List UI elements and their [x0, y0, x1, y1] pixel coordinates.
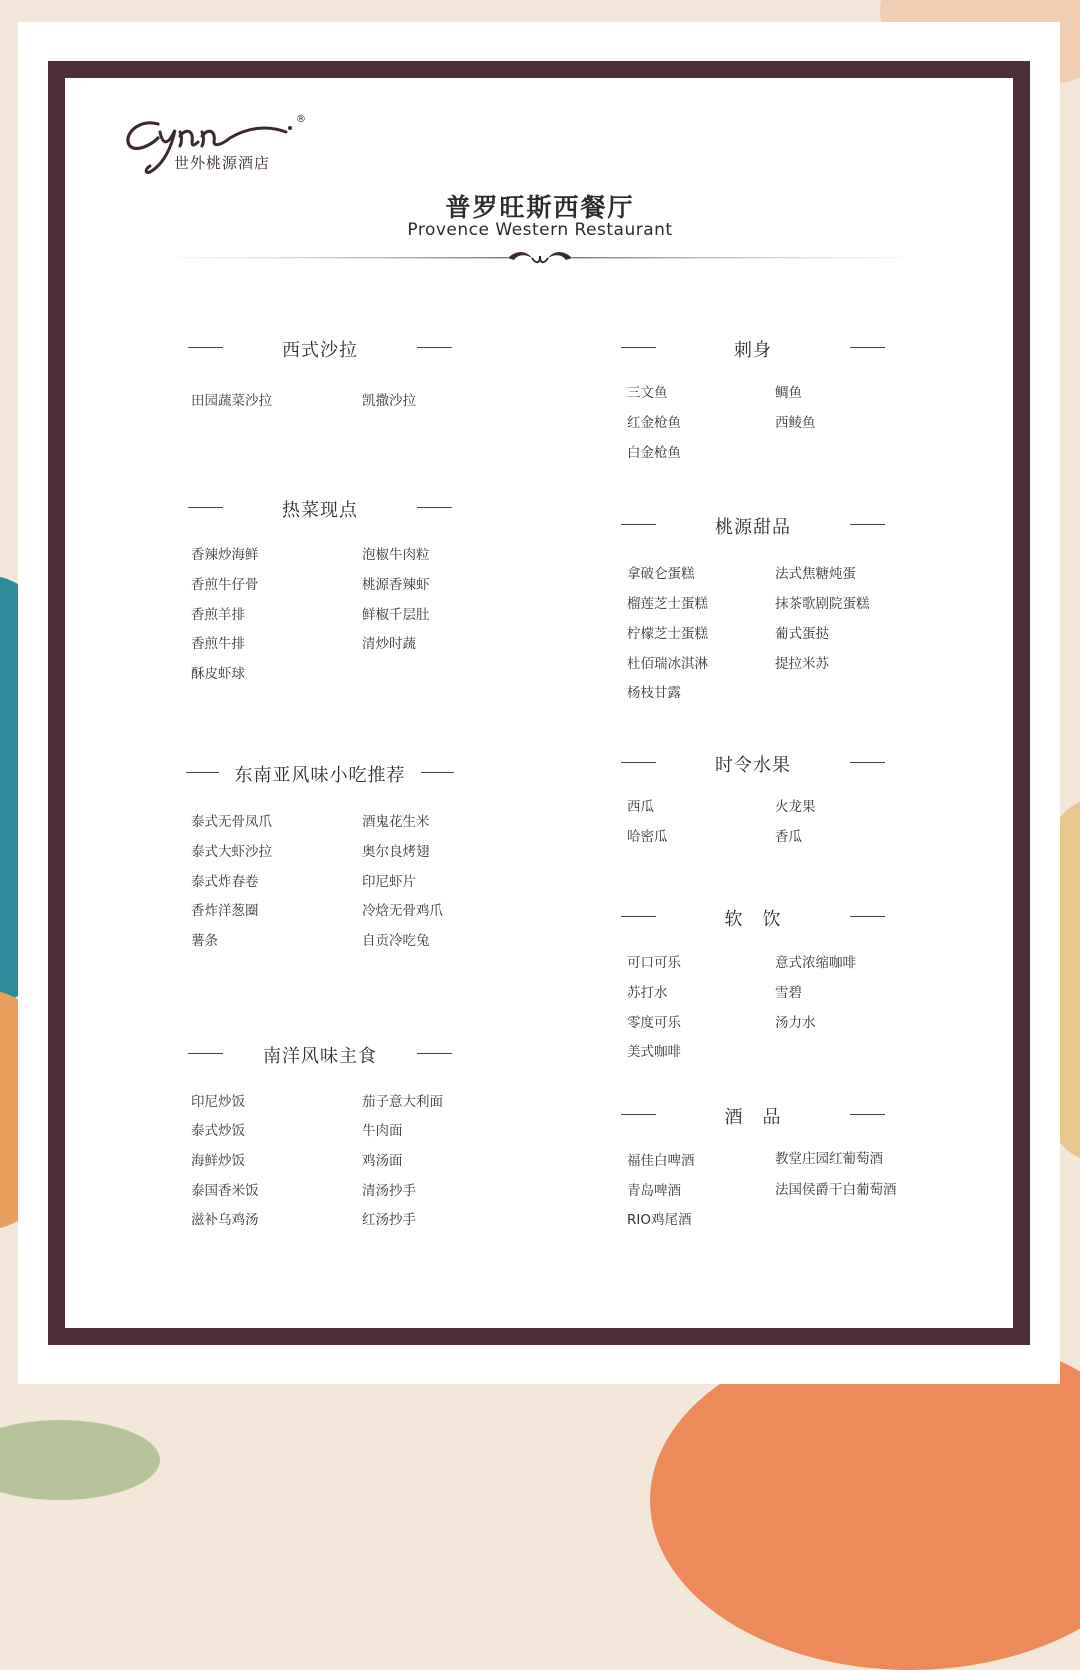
menu-item: 泰式大虾沙拉 [191, 844, 272, 860]
menu-item: 鲜椒千层肚 [362, 607, 430, 623]
menu-item: 香煎羊排 [191, 607, 245, 623]
menu-item: 酥皮虾球 [191, 666, 245, 682]
menu-item: 法国侯爵干白葡萄酒 [775, 1182, 897, 1198]
menu-item: 泰式炒饭 [191, 1123, 245, 1139]
menu-item: 福佳白啤酒 [627, 1153, 695, 1169]
hotel-name: 世外桃源酒店 [174, 154, 271, 172]
menu-item: 可口可乐 [627, 955, 681, 971]
section-title-hot-dishes: 热菜现点 [188, 496, 452, 520]
menu-item: 苏打水 [627, 985, 668, 1001]
menu-item: 冷焓无骨鸡爪 [362, 903, 443, 919]
menu-item: 零度可乐 [627, 1015, 681, 1031]
menu-item: 奥尔良烤翅 [362, 844, 430, 860]
menu-item: 凯撒沙拉 [362, 393, 416, 409]
menu-item: 柠檬芝士蛋糕 [627, 626, 708, 642]
menu-item: 抹茶歌剧院蛋糕 [775, 596, 870, 612]
menu-item: 香煎牛排 [191, 636, 245, 652]
menu-item: 印尼炒饭 [191, 1094, 245, 1110]
decorative-blob [0, 1420, 160, 1500]
menu-item: 汤力水 [775, 1015, 816, 1031]
menu-item: 雪碧 [775, 985, 802, 1001]
section-title-western-salad: 西式沙拉 [188, 336, 452, 360]
section-title-wine: 酒 品 [621, 1103, 885, 1127]
section-title-southeast-asian-snacks: 东南亚风味小吃推荐 [186, 761, 454, 785]
menu-item: 红汤抄手 [362, 1212, 416, 1228]
menu-item: 泰国香米饭 [191, 1183, 259, 1199]
menu-item: 香炸洋葱圈 [191, 903, 259, 919]
section-title-sashimi: 刺身 [621, 336, 885, 360]
menu-item: 杜佰瑞冰淇淋 [627, 656, 708, 672]
menu-item: 清炒时蔬 [362, 636, 416, 652]
menu-item: 三文鱼 [627, 385, 668, 401]
menu-item: 火龙果 [775, 799, 816, 815]
ornamental-divider [148, 246, 932, 268]
menu-item: 鸡汤面 [362, 1153, 403, 1169]
section-title-nanyang-staples: 南洋风味主食 [188, 1042, 452, 1066]
menu-item: 哈密瓜 [627, 829, 668, 845]
menu-item: 清汤抄手 [362, 1183, 416, 1199]
menu-item: 法式焦糖炖蛋 [775, 566, 856, 582]
menu-item: 牛肉面 [362, 1123, 403, 1139]
menu-item: 葡式蛋挞 [775, 626, 829, 642]
menu-item: 红金枪鱼 [627, 415, 681, 431]
menu-item: 提拉米苏 [775, 656, 829, 672]
menu-item: 茄子意大利面 [362, 1094, 443, 1110]
menu-item: 香煎牛仔骨 [191, 577, 259, 593]
menu-item: 泰式炸春卷 [191, 874, 259, 890]
menu-item: 杨枝甘露 [627, 685, 681, 701]
menu-item: 自贡冷吃兔 [362, 933, 430, 949]
menu-item: 泡椒牛肉粒 [362, 547, 430, 563]
menu-item: 印尼虾片 [362, 874, 416, 890]
section-title-desserts: 桃源甜品 [621, 513, 885, 537]
menu-item: 酒鬼花生米 [362, 814, 430, 830]
section-title-soft-drinks: 软 饮 [621, 905, 885, 929]
menu-item: 薯条 [191, 933, 218, 949]
menu-item: RIO鸡尾酒 [627, 1212, 692, 1228]
menu-item: 滋补乌鸡汤 [191, 1212, 259, 1228]
menu-item: 鲷鱼 [775, 385, 802, 401]
menu-item: 桃源香辣虾 [362, 577, 430, 593]
menu-item: 海鲜炒饭 [191, 1153, 245, 1169]
menu-item: 白金枪鱼 [627, 445, 681, 461]
menu-item: 西瓜 [627, 799, 654, 815]
restaurant-name-cn: 普罗旺斯西餐厅 [445, 193, 635, 222]
menu-item: 泰式无骨凤爪 [191, 814, 272, 830]
menu-item: 教堂庄园红葡萄酒 [775, 1151, 883, 1167]
restaurant-name-en: Provence Western Restaurant [407, 220, 673, 240]
menu-item: 榴莲芝士蛋糕 [627, 596, 708, 612]
menu-item: 青岛啤酒 [627, 1183, 681, 1199]
registered-mark: ® [296, 114, 306, 125]
menu-item: 田园蔬菜沙拉 [191, 393, 272, 409]
menu-item: 拿破仑蛋糕 [627, 566, 695, 582]
menu-item: 香辣炒海鲜 [191, 547, 259, 563]
menu-item: 香瓜 [775, 829, 802, 845]
hotel-logo [120, 112, 320, 182]
menu-item: 意式浓缩咖啡 [775, 955, 856, 971]
section-title-seasonal-fruits: 时令水果 [621, 751, 885, 775]
menu-item: 西鲮鱼 [775, 415, 816, 431]
menu-item: 美式咖啡 [627, 1044, 681, 1060]
